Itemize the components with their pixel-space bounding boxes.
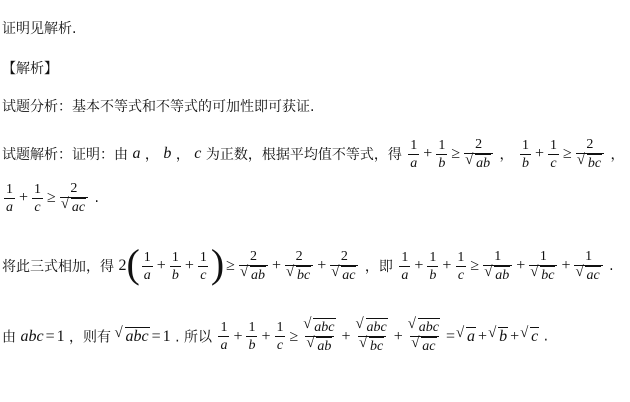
proof-mid-text: 为正数，根据平均值不等式，得 [205, 147, 402, 163]
proof-line-4: 由 abc = 1 ，则有 √ abc = 1 . 所以 $\frac{1}{a}$ + $\frac{1}{b}$ + $\frac{1}{c}$ ≥ √ abc √ ab + √ abc √ bc + √ abc √ ac =√ a +√ b +√ c . [2, 318, 548, 355]
sum-intro-text: 将此三式相加，得 [2, 259, 114, 275]
analysis-summary-text: 试题分析：基本不等式和不等式的可加性即可获证. [2, 99, 315, 115]
answer-line [2, 18, 76, 38]
inequality-ac: $\frac{1}{a}$ + $\frac{1}{c}$ ≥ 2 √ ac [2, 190, 94, 206]
sum-inequality: 2( $\frac{1}{a}$ + $\frac{1}{b}$ + $\frac{1}{c}$ ) ≥ 2 √ ab + 2 √ bc + 2 √ ac [118, 258, 364, 274]
final-inequality: $\frac{1}{a}$ + $\frac{1}{b}$ + $\frac{1}{c}$ ≥ √ abc √ ab + √ abc √ bc + √ abc √ ac =√ a +√ b +√ c [216, 329, 543, 345]
proof-line-2: $\frac{1}{a}$ + $\frac{1}{c}$ ≥ 2 √ ac . [2, 180, 99, 216]
given-intro-text: 由 [2, 329, 16, 346]
given-mid-text: ，则有 [69, 329, 112, 346]
analysis-heading-text: 【解析】 [2, 61, 58, 77]
inequality-bc: $\frac{1}{b}$ + $\frac{1}{c}$ ≥ 2 √ bc [518, 146, 610, 162]
reduced-inequality: $\frac{1}{a}$ + $\frac{1}{b}$ + $\frac{1}{c}$ ≥ 1 √ ab + 1 √ bc + 1 √ ac [397, 258, 609, 274]
therefore-text: . 所以 [175, 329, 212, 346]
sum-mid-text: ，即 [364, 259, 393, 275]
analysis-heading [2, 58, 58, 78]
sqrt-abc-eq: √ abc = 1 [116, 329, 171, 345]
var-b: b [163, 145, 172, 162]
proof-intro-text: 试题解析：证明：由 [2, 147, 128, 163]
given-condition: abc = 1 [20, 327, 65, 345]
inequality-ab: $\frac{1}{a}$ + $\frac{1}{b}$ ≥ 2 √ ab [406, 146, 499, 162]
proof-line-1: 试题解析：证明：由 a ， b ， c 为正数，根据平均值不等式，得 $\frac{1}{a}$ + $\frac{1}{b}$ ≥ 2 √ ab ， $\frac{1}{b}$ + $\frac{1}{c}$ ≥ 2 √ bc ， [2, 136, 624, 172]
proof-line-3: 将此三式相加，得 2( $\frac{1}{a}$ + $\frac{1}{b}$ + $\frac{1}{c}$ ) ≥ 2 √ ab + 2 √ bc + 2 √ ac ，即 $\frac{1}{a}$ + $\frac{1}{b}$ + $\frac{1}{c}$ ≥ 1 √ ab + 1 √ bc + 1 √ ac . [2, 246, 614, 286]
var-c: c [194, 145, 202, 162]
answer-text: 证明见解析. [2, 21, 77, 37]
var-a: a [132, 145, 141, 162]
analysis-summary [2, 96, 314, 116]
